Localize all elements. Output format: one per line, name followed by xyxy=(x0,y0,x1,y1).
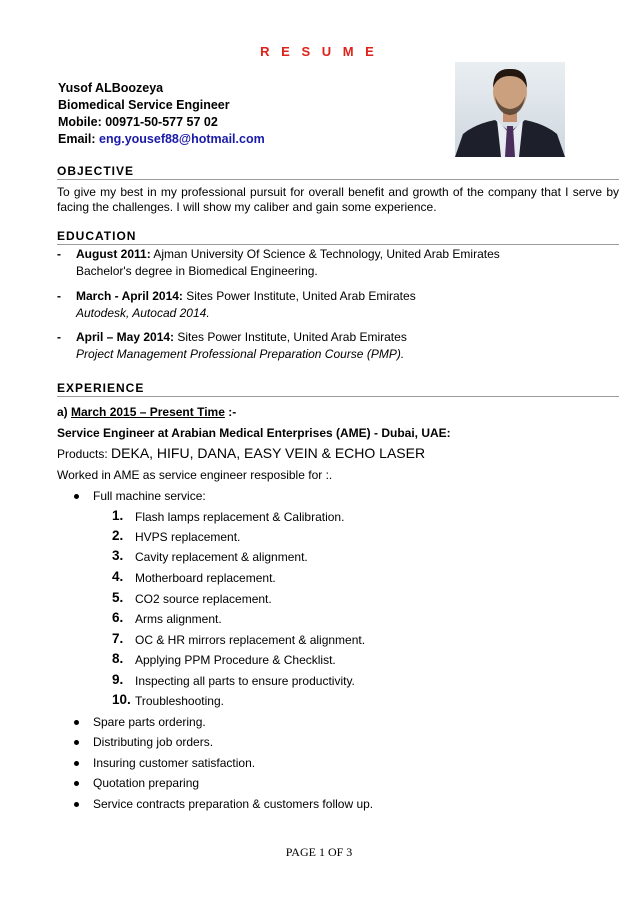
mobile-label: Mobile: xyxy=(58,115,102,129)
education-place: Sites Power Institute, United Arab Emirates xyxy=(174,330,407,344)
bullet-icon xyxy=(74,720,79,725)
mobile-value: 00971-50-577 57 02 xyxy=(105,115,218,129)
education-date: April – May 2014: xyxy=(76,330,175,344)
experience-heading: EXPERIENCE xyxy=(57,381,619,397)
education-date: March - April 2014: xyxy=(76,289,183,303)
products-line xyxy=(57,445,425,461)
education-line xyxy=(76,288,416,305)
email-line xyxy=(58,131,265,148)
education-line xyxy=(76,329,407,346)
education-dash: - xyxy=(57,247,61,261)
candidate-name: Yusof ALBoozeya xyxy=(58,81,164,95)
education-detail: Bachelor's degree in Biomedical Engineering. xyxy=(76,264,318,278)
education-dash: - xyxy=(57,330,61,344)
resume-title: R E S U M E xyxy=(260,44,378,59)
bullet-icon xyxy=(74,781,79,786)
bullet-icon xyxy=(74,494,79,499)
bullet-icon xyxy=(74,802,79,807)
page-footer: PAGE 1 OF 3 xyxy=(285,845,353,859)
objective-text: To give my best in my professional pursuit for overall benefit and growth of the company that I serve by facing the challenges. I will show my caliber and gain some experience. xyxy=(57,185,619,214)
products-value: DEKA, HIFU, DANA, EASY VEIN & ECHO LASER xyxy=(111,445,426,461)
education-place: Ajman University Of Science & Technology, United Arab Emirates xyxy=(150,247,500,261)
education-detail: Project Management Professional Preparation Course (PMP). xyxy=(76,347,405,361)
email-link[interactable]: eng.yousef88@hotmail.com xyxy=(99,132,265,146)
experience-intro: Worked in AME as service engineer resposible for :. xyxy=(57,468,333,482)
objective-heading: OBJECTIVE xyxy=(57,164,619,180)
education-detail: Autodesk, Autocad 2014. xyxy=(76,306,210,320)
education-date: August 2011: xyxy=(76,247,151,261)
education-line xyxy=(76,246,500,263)
education-heading: EDUCATION xyxy=(57,229,619,245)
job-position: Service Engineer at Arabian Medical Enterprises (AME) - Dubai, UAE: xyxy=(57,426,451,440)
profile-photo xyxy=(455,62,565,157)
bullet-icon xyxy=(74,761,79,766)
education-dash: - xyxy=(57,289,61,303)
products-label: Products: xyxy=(57,447,112,461)
contact-header xyxy=(58,80,265,148)
period-dates: March 2015 – Present Time xyxy=(71,405,225,419)
candidate-role: Biomedical Service Engineer xyxy=(58,98,230,112)
email-label: Email: xyxy=(58,132,96,146)
experience-period: a) March 2015 – Present Time :- xyxy=(57,405,237,419)
bullet-icon xyxy=(74,740,79,745)
education-place: Sites Power Institute, United Arab Emirates xyxy=(182,289,416,303)
mobile-line xyxy=(58,114,265,131)
